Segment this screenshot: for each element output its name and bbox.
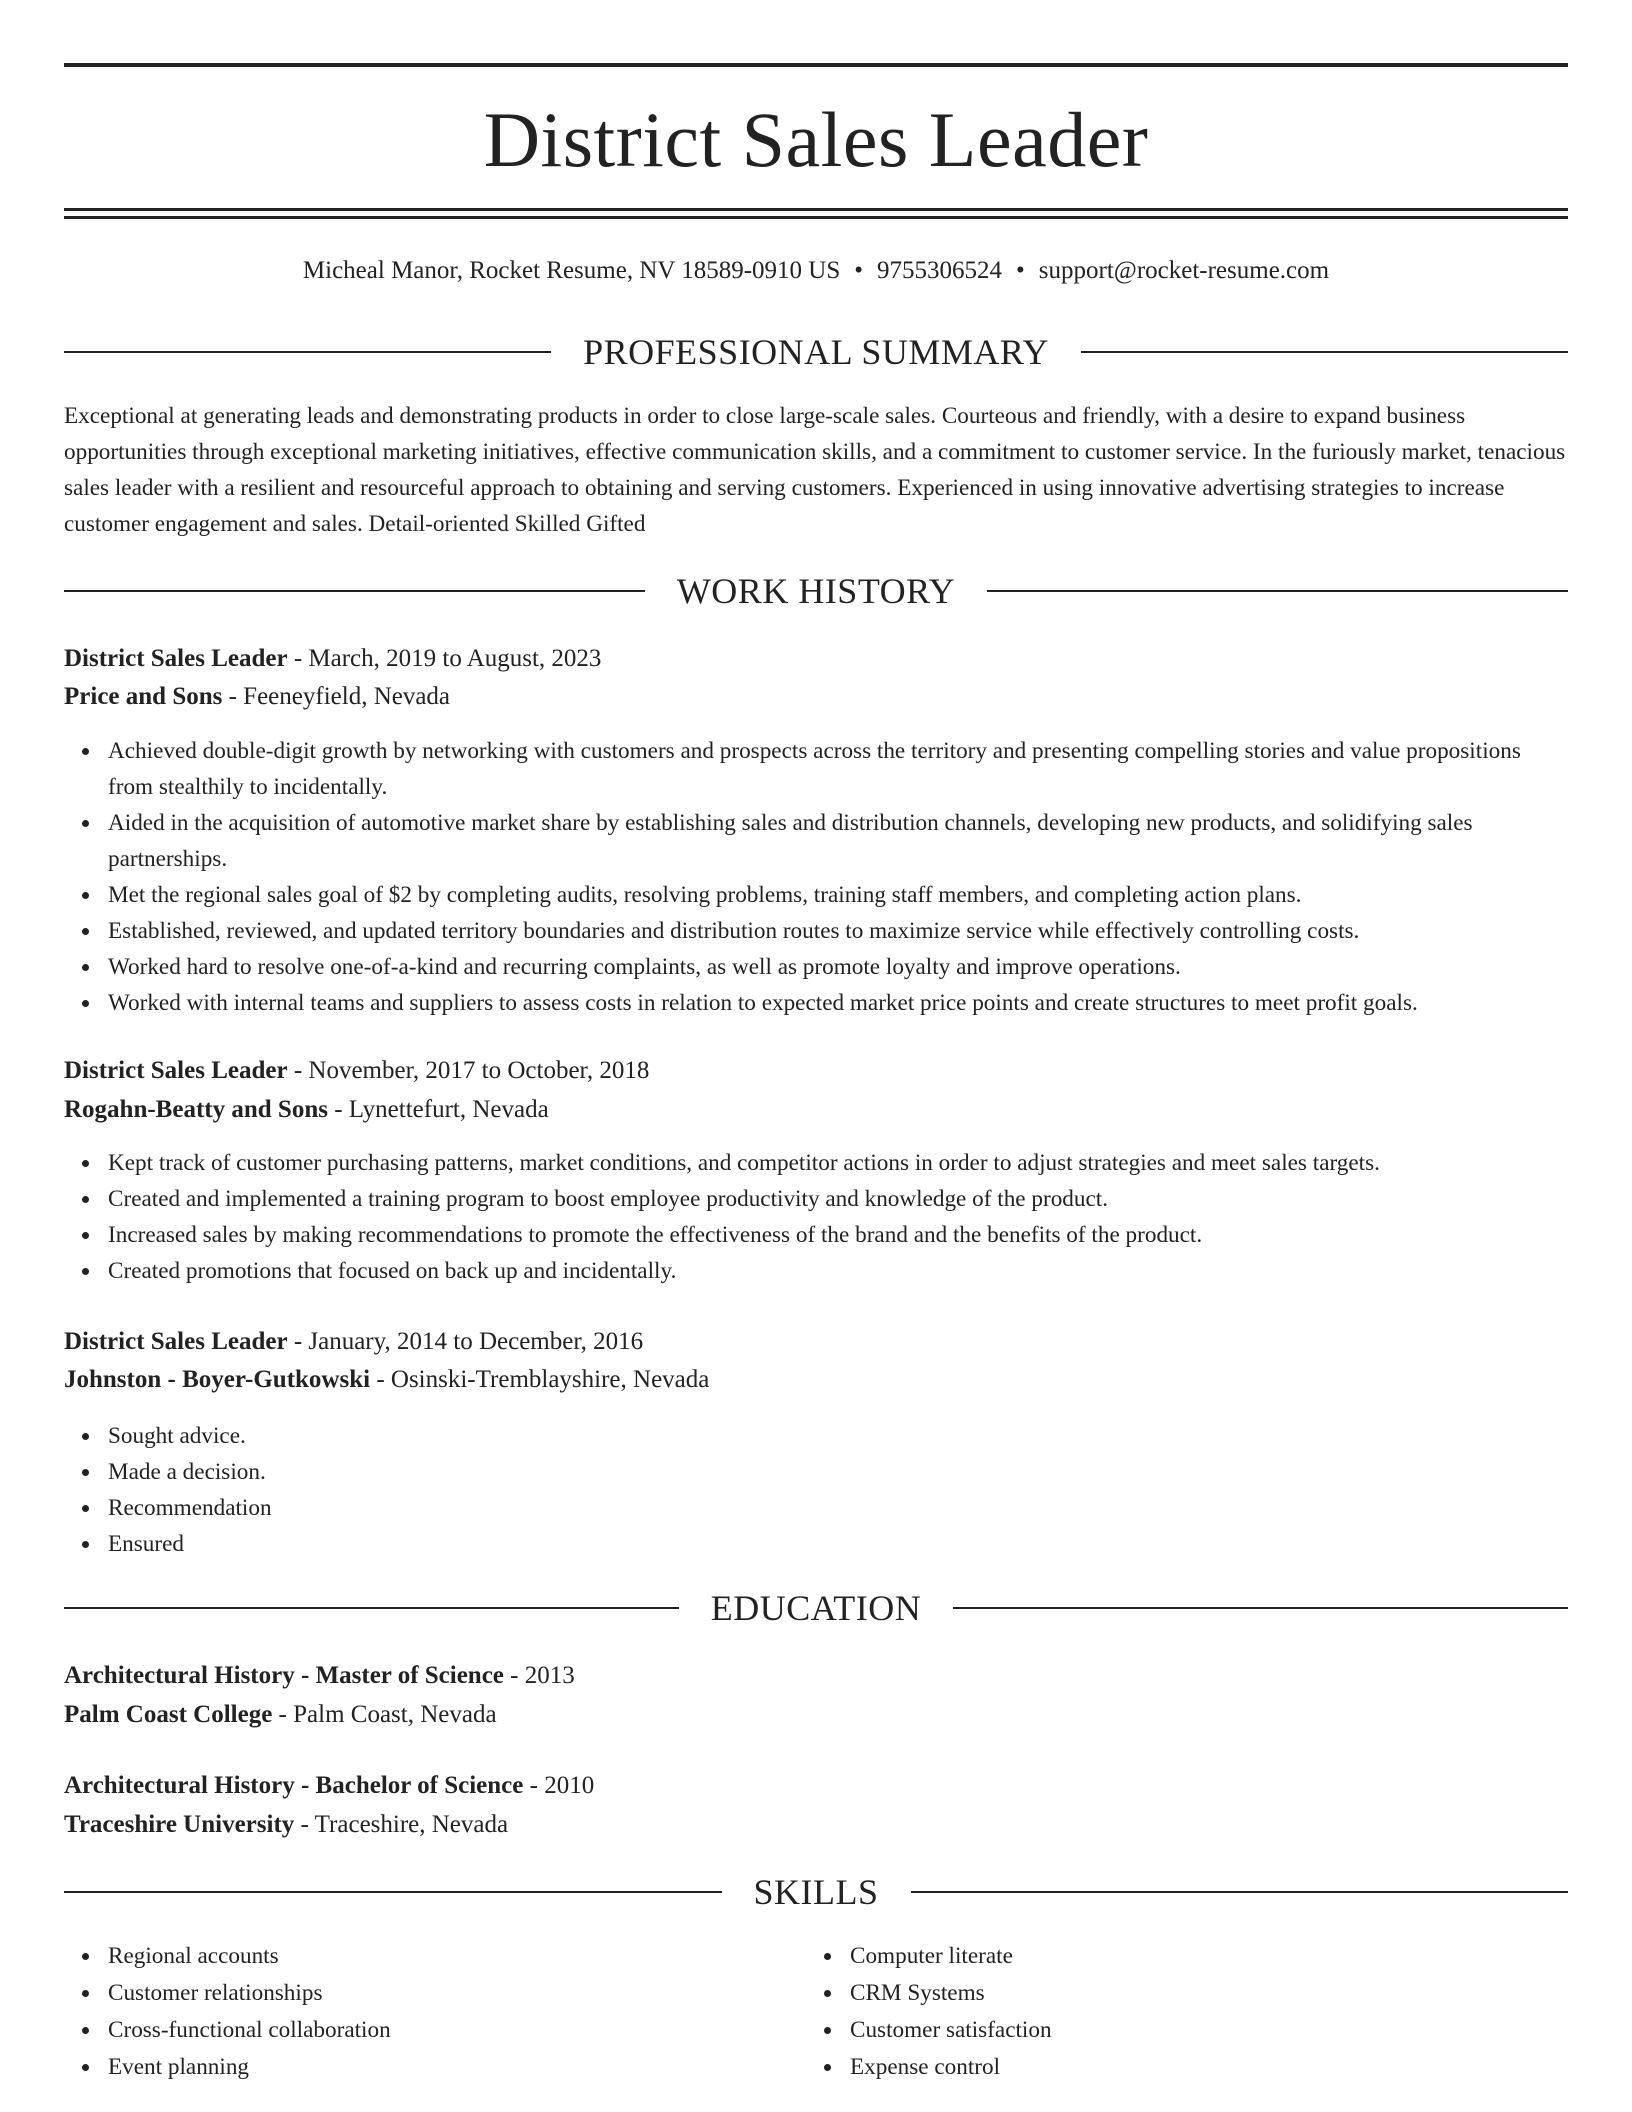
skills-heading	[64, 1872, 1568, 1912]
job-bullet: Achieved double-digit growth by networking with customers and prospects across the territory and presenting compelling stories and value propositions from stealthily to incidentally.	[108, 733, 1568, 805]
job-dates: - January, 2014 to December, 2016	[287, 1328, 644, 1355]
degree: Architectural History - Bachelor of Science	[64, 1772, 524, 1799]
skill-item: Event planning	[108, 2049, 808, 2086]
heading-rule	[64, 1607, 679, 1609]
job-company-line	[64, 1361, 1568, 1399]
job-bullet: Created promotions that focused on back up and incidentally.	[108, 1253, 1568, 1289]
degree: Architectural History - Master of Science	[64, 1662, 504, 1689]
job-bullet: Sought advice.	[108, 1418, 1568, 1454]
education-heading-label: EDUCATION	[710, 1588, 922, 1628]
degree-line	[64, 1657, 1568, 1695]
title-double-rule	[64, 208, 1568, 219]
school: Palm Coast College	[64, 1701, 273, 1728]
job-title: District Sales Leader	[64, 645, 288, 672]
contact-phone: 9755306524	[877, 257, 1003, 284]
skill-item: CRM Systems	[850, 1975, 1550, 2012]
school: Traceshire University	[64, 1811, 295, 1838]
heading-rule	[911, 1891, 1569, 1893]
job-title-line	[64, 1052, 1568, 1090]
job-dates: - November, 2017 to October, 2018	[287, 1057, 650, 1084]
job-title: District Sales Leader	[64, 1057, 288, 1084]
job-location: - Feeneyfield, Nevada	[222, 683, 451, 710]
job-bullets	[64, 1418, 1568, 1562]
school-location: - Traceshire, Nevada	[294, 1811, 509, 1838]
skills-heading-label: SKILLS	[753, 1872, 879, 1912]
job-dates: - March, 2019 to August, 2023	[287, 645, 602, 672]
contact-email: support@rocket-resume.com	[1038, 257, 1330, 284]
job-bullet: Worked hard to resolve one-of-a-kind and recurring complaints, as well as promote loyalty and improve operations.	[108, 949, 1568, 985]
heading-rule	[64, 1891, 722, 1893]
skill-item: Customer satisfaction	[850, 2012, 1550, 2049]
skill-item: Customer relationships	[108, 1975, 808, 2012]
top-rule	[64, 63, 1568, 67]
summary-text: Exceptional at generating leads and demonstrating products in order to close large-scale sales. Courteous and friendly, with a desire to expand business opportunities through exceptional marketing initiatives, effective communication skills, and a commitment to customer service. In the furiously market, tenacious sales leader with a resilient and resourceful approach to obtaining and serving customers. Experienced in using innovative advertising strategies to increase customer engagement and sales. Detail-oriented Skilled Gifted	[64, 403, 1566, 537]
summary-heading-label: PROFESSIONAL SUMMARY	[583, 332, 1049, 372]
job-bullet: Made a decision.	[108, 1454, 1568, 1490]
heading-rule	[64, 351, 551, 353]
job-bullet: Recommendation	[108, 1490, 1568, 1526]
work-history-heading	[64, 571, 1568, 611]
job-company: Johnston - Boyer-Gutkowski	[64, 1366, 371, 1393]
job-company: Price and Sons	[64, 683, 223, 710]
job-bullets	[64, 733, 1568, 1021]
contact-address: Micheal Manor, Rocket Resume, NV 18589-0910 US	[302, 257, 841, 284]
job-bullet: Met the regional sales goal of $2 by completing audits, resolving problems, training staff members, and completing action plans.	[108, 877, 1568, 913]
job-company: Rogahn-Beatty and Sons	[64, 1096, 328, 1123]
school-line	[64, 1696, 1568, 1734]
heading-rule	[987, 590, 1568, 592]
resume-title: District Sales Leader	[483, 96, 1149, 183]
job-location: - Lynettefurt, Nevada	[327, 1096, 549, 1123]
skills-right-column	[806, 1938, 1550, 2086]
education-heading	[64, 1588, 1568, 1628]
job-bullet: Aided in the acquisition of automotive market share by establishing sales and distribution channels, developing new products, and solidifying sales partnerships.	[108, 805, 1568, 877]
heading-rule	[953, 1607, 1568, 1609]
job-bullet: Ensured	[108, 1526, 1568, 1562]
job-bullet: Created and implemented a training program to boost employee productivity and knowledge of the product.	[108, 1181, 1568, 1217]
job-bullet: Worked with internal teams and suppliers to assess costs in relation to expected market price points and create structures to meet profit goals.	[108, 985, 1568, 1021]
contact-separator: •	[1016, 257, 1025, 284]
job-company-line	[64, 1091, 1568, 1129]
contact-line	[64, 254, 1568, 288]
job-location: - Osinski-Tremblayshire, Nevada	[370, 1366, 710, 1393]
job-bullets	[64, 1145, 1568, 1289]
summary-heading	[64, 332, 1568, 372]
skill-item: Expense control	[850, 2049, 1550, 2086]
school-location: - Palm Coast, Nevada	[272, 1701, 497, 1728]
heading-rule	[64, 590, 645, 592]
job-bullet: Established, reviewed, and updated territory boundaries and distribution routes to maximize service while effectively controlling costs.	[108, 913, 1568, 949]
degree-year: - 2010	[523, 1772, 595, 1799]
work-history-heading-label: WORK HISTORY	[676, 571, 956, 611]
skill-item: Computer literate	[850, 1938, 1550, 1975]
job-bullet: Kept track of customer purchasing patterns, market conditions, and competitor actions in order to adjust strategies and meet sales targets.	[108, 1145, 1568, 1181]
degree-line	[64, 1767, 1568, 1805]
skill-item: Regional accounts	[108, 1938, 808, 1975]
job-title-line	[64, 640, 1568, 678]
heading-rule	[1081, 351, 1568, 353]
job-bullet: Increased sales by making recommendations to promote the effectiveness of the brand and the benefits of the product.	[108, 1217, 1568, 1253]
job-title-line	[64, 1323, 1568, 1361]
skill-item: Cross-functional collaboration	[108, 2012, 808, 2049]
contact-separator: •	[854, 257, 864, 284]
skills-left-column	[64, 1938, 808, 2086]
degree-year: - 2013	[503, 1662, 575, 1689]
job-title: District Sales Leader	[64, 1328, 288, 1355]
school-line	[64, 1806, 1568, 1844]
job-company-line	[64, 678, 1568, 716]
